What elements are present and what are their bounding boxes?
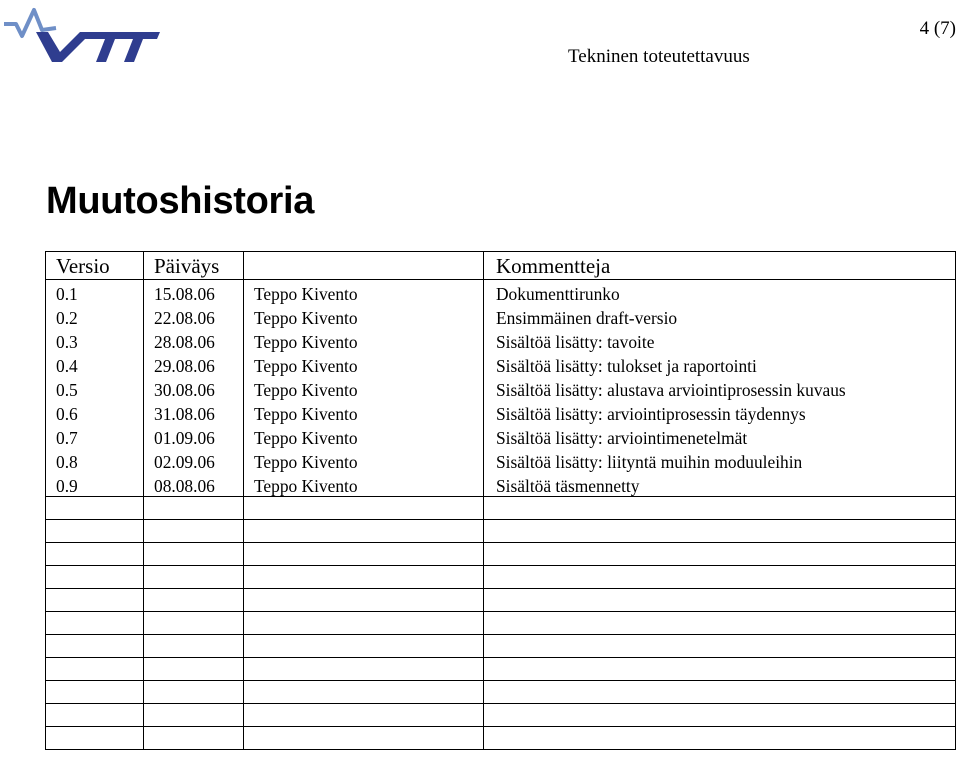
author-cell: Teppo Kivento xyxy=(244,448,484,472)
author-cell: Teppo Kivento xyxy=(244,280,484,305)
change-history-table xyxy=(45,251,956,750)
empty-table-row xyxy=(46,681,956,704)
header-comments: Kommentteja xyxy=(484,252,956,280)
empty-cell xyxy=(144,681,244,704)
date-cell: 22.08.06 xyxy=(144,304,244,328)
header-author xyxy=(244,252,484,280)
author-cell: Teppo Kivento xyxy=(244,400,484,424)
empty-cell xyxy=(46,681,144,704)
empty-cell xyxy=(144,566,244,589)
empty-table-row xyxy=(46,704,956,727)
date-cell: 30.08.06 xyxy=(144,376,244,400)
empty-cell xyxy=(244,497,484,520)
author-cell: Teppo Kivento xyxy=(244,472,484,497)
version-cell: 0.6 xyxy=(46,400,144,424)
author-cell: Teppo Kivento xyxy=(244,424,484,448)
empty-cell xyxy=(484,727,956,750)
table-row xyxy=(46,352,956,376)
empty-cell xyxy=(46,589,144,612)
version-cell: 0.3 xyxy=(46,328,144,352)
empty-cell xyxy=(484,681,956,704)
empty-cell xyxy=(144,727,244,750)
empty-cell xyxy=(244,727,484,750)
comment-cell: Sisältöä lisätty: arviointimenetelmät xyxy=(484,424,956,448)
empty-cell xyxy=(144,589,244,612)
empty-cell xyxy=(484,658,956,681)
comment-cell: Sisältöä lisätty: alustava arviointiprosessin kuvaus xyxy=(484,376,956,400)
table-row xyxy=(46,328,956,352)
header-version: Versio xyxy=(46,252,144,280)
author-cell: Teppo Kivento xyxy=(244,304,484,328)
empty-cell xyxy=(244,681,484,704)
date-cell: 31.08.06 xyxy=(144,400,244,424)
date-cell: 02.09.06 xyxy=(144,448,244,472)
empty-cell xyxy=(144,658,244,681)
empty-table-row xyxy=(46,727,956,750)
date-cell: 29.08.06 xyxy=(144,352,244,376)
empty-table-row xyxy=(46,566,956,589)
empty-table-row xyxy=(46,612,956,635)
comment-cell: Sisältöä lisätty: liityntä muihin moduuleihin xyxy=(484,448,956,472)
date-cell: 08.08.06 xyxy=(144,472,244,497)
empty-cell xyxy=(46,704,144,727)
empty-cell xyxy=(484,612,956,635)
empty-cell xyxy=(244,612,484,635)
author-cell: Teppo Kivento xyxy=(244,352,484,376)
date-cell: 15.08.06 xyxy=(144,280,244,305)
date-cell: 01.09.06 xyxy=(144,424,244,448)
author-cell: Teppo Kivento xyxy=(244,376,484,400)
empty-cell xyxy=(244,635,484,658)
empty-cell xyxy=(46,635,144,658)
empty-cell xyxy=(484,704,956,727)
empty-table-row xyxy=(46,589,956,612)
page-number: 4 (7) xyxy=(919,18,956,39)
version-cell: 0.5 xyxy=(46,376,144,400)
empty-cell xyxy=(244,520,484,543)
empty-table-row xyxy=(46,497,956,520)
comment-cell: Dokumenttirunko xyxy=(484,280,956,305)
empty-cell xyxy=(244,589,484,612)
empty-cell xyxy=(484,497,956,520)
document-title: Tekninen toteutettavuus xyxy=(568,46,750,67)
empty-cell xyxy=(144,704,244,727)
empty-cell xyxy=(244,704,484,727)
empty-cell xyxy=(484,635,956,658)
version-cell: 0.1 xyxy=(46,280,144,305)
comment-cell: Sisältöä täsmennetty xyxy=(484,472,956,497)
empty-cell xyxy=(46,566,144,589)
version-cell: 0.8 xyxy=(46,448,144,472)
vtt-logo xyxy=(2,6,162,70)
empty-table-row xyxy=(46,658,956,681)
empty-table-row xyxy=(46,520,956,543)
version-cell: 0.9 xyxy=(46,472,144,497)
empty-cell xyxy=(144,612,244,635)
table-row xyxy=(46,448,956,472)
empty-cell xyxy=(484,566,956,589)
empty-cell xyxy=(484,520,956,543)
comment-cell: Sisältöä lisätty: arviointiprosessin täydennys xyxy=(484,400,956,424)
table-row xyxy=(46,304,956,328)
header-date: Päiväys xyxy=(144,252,244,280)
empty-cell xyxy=(46,543,144,566)
empty-cell xyxy=(144,497,244,520)
table-row xyxy=(46,280,956,305)
section-heading: Muutoshistoria xyxy=(46,180,315,222)
version-cell: 0.2 xyxy=(46,304,144,328)
version-cell: 0.4 xyxy=(46,352,144,376)
empty-cell xyxy=(144,520,244,543)
comment-cell: Sisältöä lisätty: tulokset ja raportointi xyxy=(484,352,956,376)
empty-cell xyxy=(46,497,144,520)
empty-cell xyxy=(46,612,144,635)
empty-cell xyxy=(46,520,144,543)
author-cell: Teppo Kivento xyxy=(244,328,484,352)
empty-cell xyxy=(244,658,484,681)
table-header-row xyxy=(46,252,956,280)
empty-cell xyxy=(484,589,956,612)
table-row xyxy=(46,376,956,400)
empty-cell xyxy=(144,635,244,658)
empty-table-row xyxy=(46,543,956,566)
empty-cell xyxy=(244,566,484,589)
empty-cell xyxy=(244,543,484,566)
empty-cell xyxy=(46,727,144,750)
table-row xyxy=(46,424,956,448)
comment-cell: Ensimmäinen draft-versio xyxy=(484,304,956,328)
empty-table-row xyxy=(46,635,956,658)
comment-cell: Sisältöä lisätty: tavoite xyxy=(484,328,956,352)
table-row xyxy=(46,472,956,497)
table-row xyxy=(46,400,956,424)
version-cell: 0.7 xyxy=(46,424,144,448)
empty-cell xyxy=(46,658,144,681)
empty-cell xyxy=(144,543,244,566)
date-cell: 28.08.06 xyxy=(144,328,244,352)
empty-cell xyxy=(484,543,956,566)
